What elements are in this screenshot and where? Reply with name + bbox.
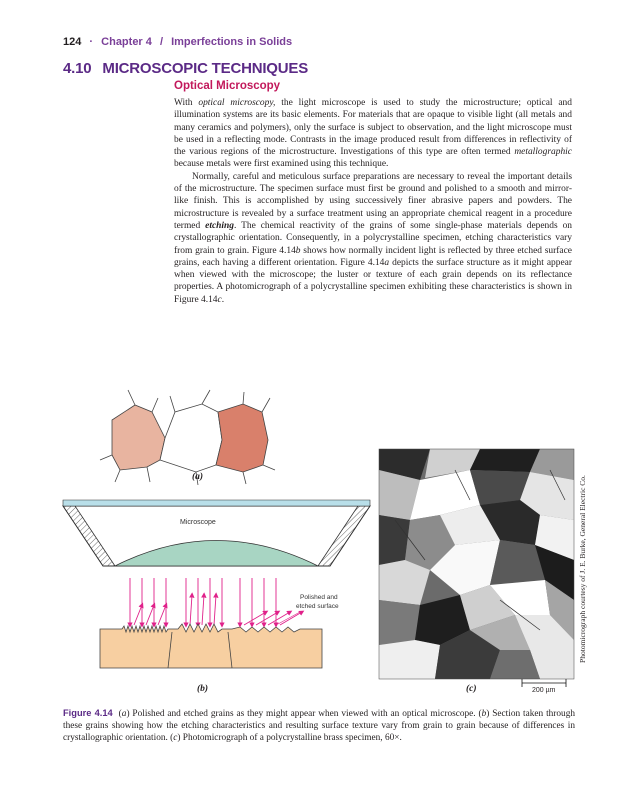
label-c: (c) — [466, 684, 477, 694]
caption-ref-a: a — [121, 709, 127, 719]
text-run: . — [221, 294, 225, 305]
figure-ref-a: a — [384, 257, 390, 268]
polished-label-line2: etched surface — [296, 603, 339, 610]
figure-ref-c: c — [217, 294, 222, 305]
grain-middle — [160, 404, 222, 472]
term-etching: etching — [205, 220, 234, 231]
photo-credit — [578, 447, 592, 691]
subsection-heading: Optical Microscopy — [174, 80, 281, 92]
text-run: depicts the surface structure as it might appear when viewed with the microscope; the luster or texture of each grain depends on its reflectance properties. A photomicrograph of a polycrystalline specimen exhibiting these characteristics is shown in Figure 4.14 — [174, 257, 572, 305]
scale-bar-label: 200 µm — [532, 687, 556, 694]
text-run: because metals were first examined using this technique. — [174, 159, 389, 170]
text-run: Normally, careful and meticulous surface preparations are necessary to reveal the important details of the microstructure. The specimen surface must first be ground and polished to a smooth and mirror-like finish. This is accomplished by using successively finer abrasive papers and powders. The microstructure is revealed by a surface treatment using an appropriate chemical reagent in a procedure termed — [174, 171, 572, 231]
text-run: With — [174, 98, 199, 108]
chapter-title: Imperfections in Solids — [171, 36, 293, 48]
term-metallographic: metallographic — [514, 147, 572, 158]
page-number: 124 — [63, 36, 82, 48]
scale-bar — [522, 679, 566, 687]
glass-top — [63, 500, 370, 506]
header-separator: / — [159, 36, 164, 48]
figure-ref-b: b — [295, 245, 301, 256]
caption-ref-b: b — [481, 709, 487, 719]
label-b: (b) — [197, 684, 209, 694]
photo-credit-text: Photomicrograph courtesy of J. E. Burke, General Electric Co. — [578, 475, 587, 663]
incident-rays — [130, 578, 276, 625]
caption-ref-c: c — [173, 733, 178, 743]
grains-top-view — [100, 390, 275, 485]
chapter-label: Chapter 4 — [101, 36, 152, 48]
text-run: shows how normally incident light is reflected by three etched surface grains, each having a different orientation. Figure 4.14 — [174, 245, 572, 268]
section-number: 4.10 — [63, 60, 92, 77]
specimen-section — [100, 612, 322, 668]
text-run: the light microscope is used to study the microstructure; optical and illumination systems are its basic elements. For materials that are opaque to visible light (all metals and many ceramics and polymers), only the surface is subject to observation, and the light microscope must be used in a reflecting mode. Contrasts in the image produced result from differences in reflectivity of the various regions of the microstructure. Investigations of this type are often termed — [174, 98, 572, 158]
label-a: (a) — [192, 472, 204, 482]
reflected-rays — [134, 595, 302, 625]
polished-leader-line — [278, 612, 300, 624]
microscope-section — [63, 500, 370, 566]
text-run: ( — [118, 709, 122, 719]
section-title: MICROSCOPIC TECHNIQUES — [102, 60, 309, 77]
term-optical-microscopy: optical microscopy, — [198, 98, 276, 108]
text-run: . The chemical reactivity of the grains of some single-phase materials depends on crystallographic orientation. Consequently, in a polycrystalline specimen, etching characteristics vary from grain to grain. Figure 4.14 — [174, 220, 573, 256]
header-bullet: · — [89, 36, 94, 48]
photomicrograph — [379, 449, 574, 679]
polished-label-line1: Polished and — [300, 594, 338, 601]
text-run: ) Polished and etched grains as they might appear when viewed with an optical microscope. ( — [126, 709, 482, 719]
microscope-label: Microscope — [180, 519, 216, 526]
grain-right — [216, 404, 268, 472]
figure-label: Figure 4.14 — [63, 708, 113, 718]
text-run: ) Photomicrograph of a polycrystalline brass specimen, 60×. — [177, 733, 402, 743]
grain-left — [112, 405, 165, 470]
figure-caption — [63, 707, 575, 744]
specimen-body — [100, 624, 322, 668]
text-run: ) Section taken through these grains showing how the etching characteristics and resulting surface texture vary from grain to grain because of differences in crystallographic orientation. ( — [63, 709, 575, 743]
